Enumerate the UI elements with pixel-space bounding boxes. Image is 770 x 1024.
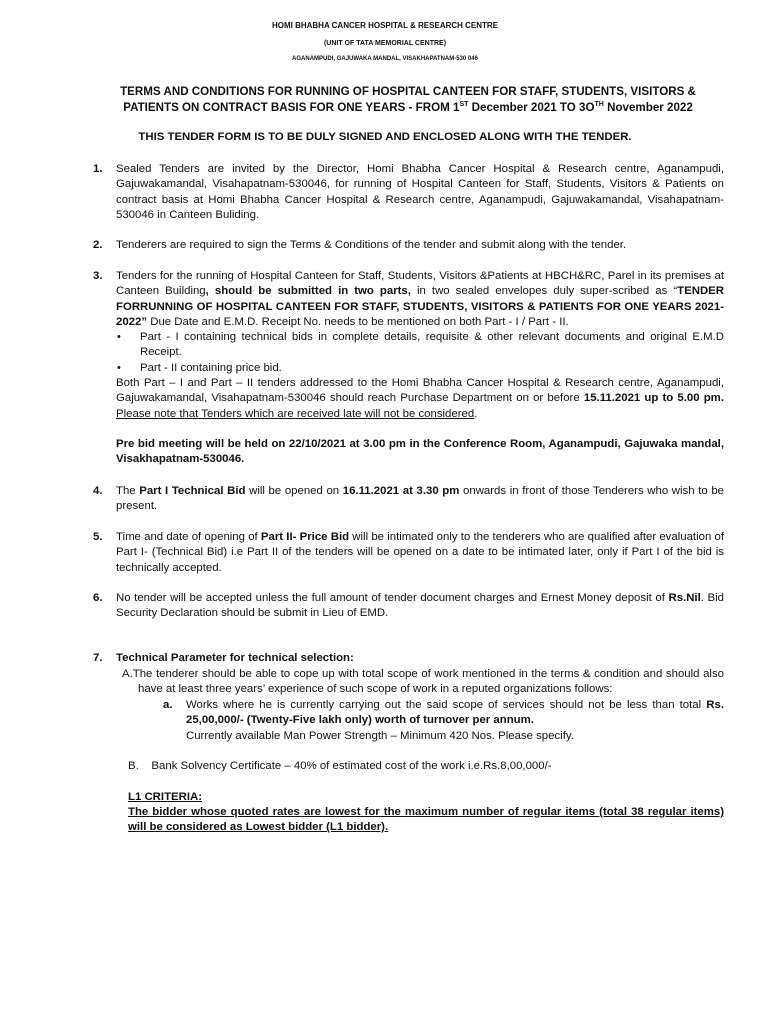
item-7-section-b: B. Bank Solvency Certificate – 40% of estimated cost of the work i.e.Rs.8,00,000/-	[128, 760, 552, 772]
item-3-text	[116, 269, 724, 330]
item-6-text	[116, 591, 724, 622]
item-3-submission	[116, 376, 724, 422]
bullet-icon: •	[117, 362, 121, 374]
item-3-period: .	[474, 407, 478, 420]
item-7-section-a: A.The tenderer should be able to cope up with total scope of work mentioned in the terms & condition and should also have at least three years’ experience of such scope of work in a reputed organizations follows:	[122, 668, 724, 696]
title-line-2	[110, 100, 706, 116]
item-5-text	[116, 530, 724, 576]
item-7-a-turnover-amount: Rs. 25,00,000/- (Twenty-Five lakh only) worth of turnover per annum.	[186, 699, 724, 727]
item-6-part-a: No tender will be accepted unless the full amount of tender document charges and Ernest Money deposit of	[116, 592, 669, 604]
item-6-number: 6.	[93, 592, 103, 604]
item-5-part-c: will be intimated only to the tenderers who are qualified after evaluation of Part I- (Technical Bid) i.e Part II of the tenders will be opened on a date to be intimated later, only if Part I of the bid is technically accepted.	[116, 531, 724, 574]
item-1-text: Sealed Tenders are invited by the Director, Homi Bhabha Cancer Hospital & Research centre, Aganampudi, Gajuwakamandal, Visahapatnam-530046, for running of Hospital Canteen for Staff, Students, Visitors & Patients on contract basis at Homi Bhabha Cancer Hospital & Research centre, Aganampudi, Gajuwakamandal, Visahapatnam-530046 in Canteen Buliding.	[116, 163, 724, 221]
item-3-part-f: Due Date and E.M.D. Receipt No. needs to be mentioned on both Part - I / Part - II.	[147, 315, 569, 328]
item-4-part-c: will be opened on	[245, 485, 343, 497]
item-7-a-part-1: Works where he is currently carrying out the said scope of services should not be less than total	[186, 699, 707, 711]
header-address: AGANAMPUDI, GAJUWAKA MANDAL, VISAKHAPATNAM-530 046	[292, 56, 478, 62]
item-4-opening-date: 16.11.2021 at 3.30 pm	[342, 485, 460, 497]
title-text-a: PATIENTS ON CONTRACT BASIS FOR ONE YEARS - FROM 1	[123, 101, 460, 114]
item-6-emd-amount: Rs.Nil	[668, 592, 701, 604]
title-line-1: TERMS AND CONDITIONS FOR RUNNING OF HOSPITAL CANTEEN FOR STAFF, STUDENTS, VISITORS &	[120, 85, 696, 98]
item-2-text: Tenderers are required to sign the Terms & Conditions of the tender and submit along with the tender.	[116, 239, 627, 251]
item-3-bullet-2: Part - II containing price bid.	[140, 362, 282, 374]
l1-criteria-heading: L1 CRITERIA:	[128, 791, 203, 803]
item-3-superscription: TENDER FORRUNNING OF HOSPITAL CANTEEN FOR STAFF, STUDENTS, VISITORS & PATIENTS FOR ONE YEARS 2021-2022”	[116, 285, 724, 328]
title-text-b: December 2021 TO 3O	[468, 101, 595, 114]
title-sup-2: TH	[594, 101, 604, 108]
item-4-technical-bid: Part I Technical Bid	[139, 485, 246, 497]
signing-notice: THIS TENDER FORM IS TO BE DULY SIGNED AND ENCLOSED ALONG WITH THE TENDER.	[138, 131, 632, 143]
bullet-icon: •	[117, 331, 121, 343]
item-7-heading: Technical Parameter for technical selection:	[116, 652, 354, 664]
item-5-price-bid: Part II- Price Bid	[260, 531, 350, 543]
item-7-a-manpower: Currently available Man Power Strength – Minimum 420 Nos. Please specify.	[186, 730, 574, 742]
title-text-c: November 2022	[603, 101, 693, 114]
document-title	[110, 84, 706, 116]
item-7-a-turnover	[186, 698, 724, 729]
prebid-meeting: Pre bid meeting will be held on 22/10/2021 at 3.00 pm in the Conference Room, Aganampudi, Gajuwaka mandal, Visakhapatnam-530046.	[116, 438, 724, 466]
item-3-number: 3.	[93, 270, 103, 282]
item-5-part-a: Time and date of opening of	[116, 531, 261, 543]
item-3-part-a: Tenders for the running of Hospital Canteen for Staff, Students, Visitors &Patients at HBCH&RC, Parel in its premises at Canteen Building	[116, 270, 724, 298]
item-3-part-d: in two sealed envelopes duly super-scribed as “	[410, 285, 678, 298]
item-4-part-a: The	[116, 485, 140, 497]
item-5-number: 5.	[93, 531, 103, 543]
item-4-text	[116, 484, 724, 515]
item-4-part-e: onwards in front of those Tenderers who wish to be present.	[116, 485, 724, 513]
title-sup-1: ST	[459, 101, 469, 108]
l1-criteria-text: The bidder whose quoted rates are lowest for the maximum number of regular items (total 38 regular items) will be considered as Lowest bidder (L1 bidder).	[128, 806, 724, 834]
item-2-number: 2.	[93, 239, 103, 251]
item-3-part-g: Both Part – I and Part – II tenders addressed to the Homi Bhabha Cancer Hospital & Research centre, Aganampudi, Gajuwakamandal, Visahapatnam-530046 should reach Purchase Department on or before	[116, 377, 724, 405]
header-org: HOMI BHABHA CANCER HOSPITAL & RESEARCH CENTRE	[271, 21, 499, 30]
item-3-late-note: Please note that Tenders which are received late will not be considered	[116, 407, 475, 420]
item-1-number: 1.	[93, 163, 103, 175]
item-3-bullet-1: Part - I containing technical bids in complete details, requisite & other relevant documents and original E.M.D Receipt.	[140, 331, 724, 359]
item-3-part-b: , should be submitted	[205, 285, 339, 298]
item-7-a-label: a.	[163, 699, 173, 711]
item-4-number: 4.	[93, 485, 103, 497]
header-unit: (UNIT OF TATA MEMORIAL CENTRE)	[323, 40, 447, 47]
item-3-deadline: 15.11.2021 up to 5.00 pm.	[583, 392, 724, 405]
item-7-number: 7.	[93, 652, 103, 664]
item-6-part-c: . Bid Security Declaration should be submit in Lieu of EMD.	[116, 592, 724, 620]
item-3-two-parts: in two parts,	[338, 285, 411, 298]
